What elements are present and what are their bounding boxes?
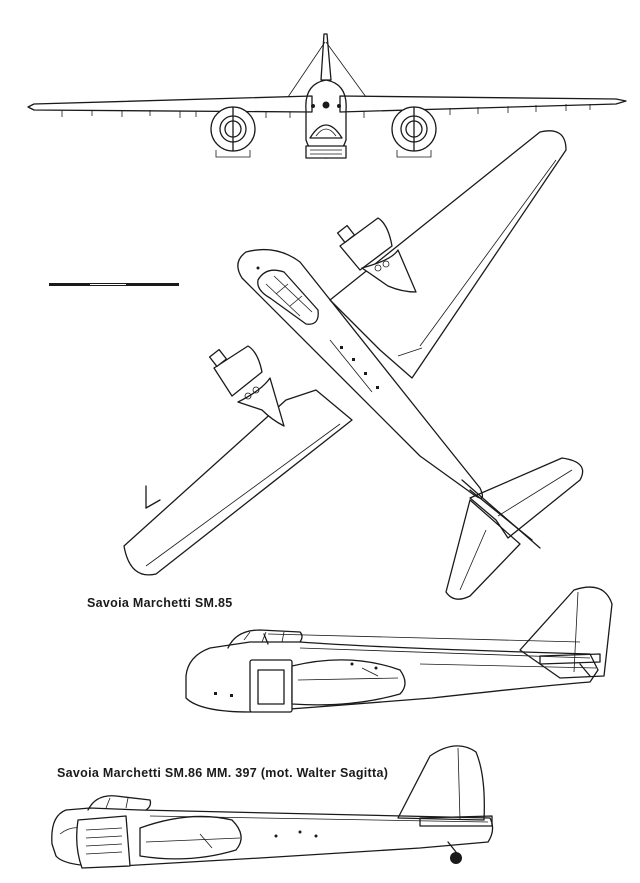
plan-view (124, 131, 583, 599)
sm86-caption: Savoia Marchetti SM.86 MM. 397 (mot. Walter Sagitta) (57, 766, 389, 780)
sm85-caption: Savoia Marchetti SM.85 (87, 596, 233, 610)
front-view (28, 34, 626, 158)
sm85-side-view (186, 587, 612, 712)
sm86-side-view (52, 746, 493, 868)
scale-bar (49, 283, 179, 286)
